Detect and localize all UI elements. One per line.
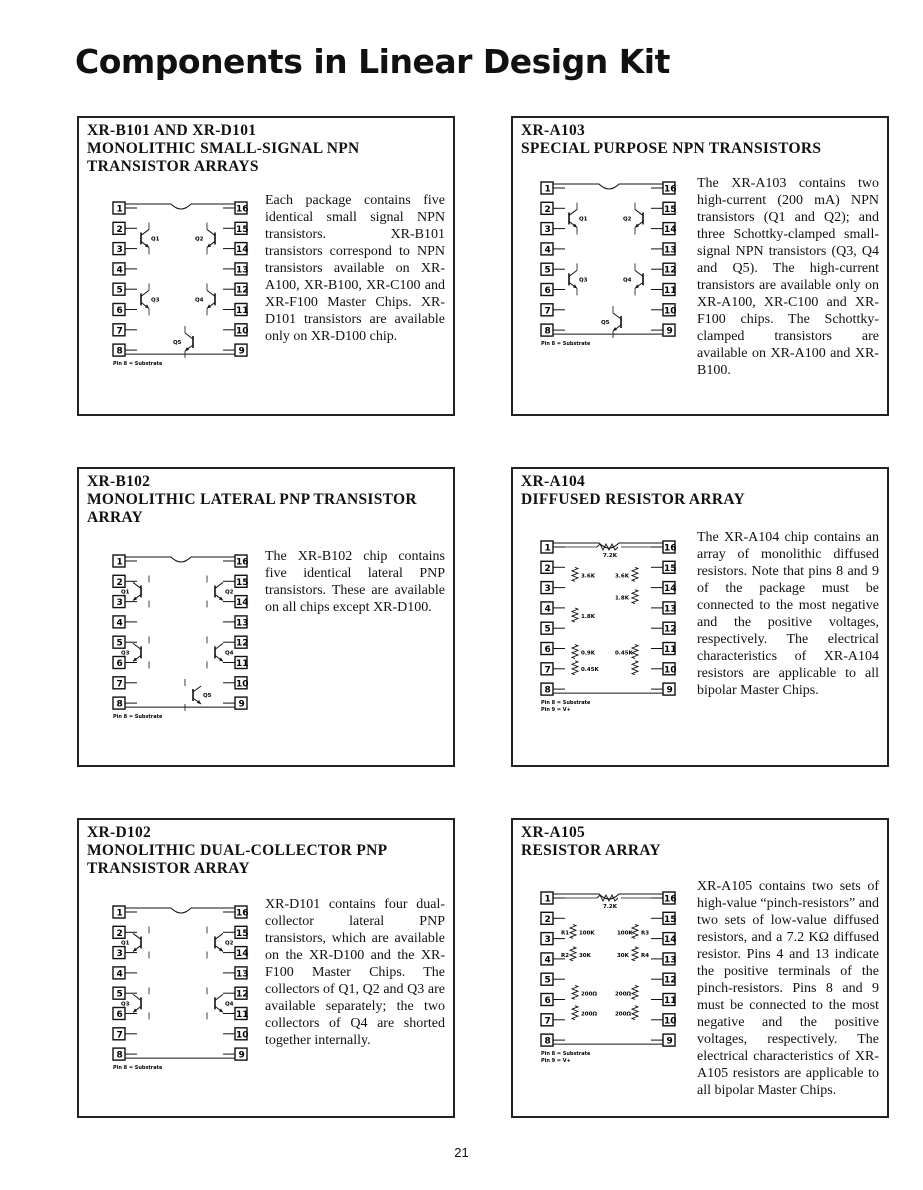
pin-number: 4 (116, 265, 123, 276)
pin-number: 13 (663, 955, 677, 966)
pin-left-3 (541, 223, 565, 235)
diagram-label: 100K (579, 930, 595, 937)
pin-right-10 (651, 304, 677, 316)
ic-package-svg (539, 535, 679, 719)
pin-number: 16 (663, 894, 677, 905)
circuit-elements (121, 575, 234, 711)
pin-number: 16 (235, 908, 249, 919)
diagram-label: 7.2K (603, 552, 617, 559)
pin-number: 7 (116, 326, 123, 337)
circuit-elements (565, 544, 651, 675)
pin-number: 15 (663, 914, 677, 925)
pin-right-15 (223, 222, 249, 234)
pin-number: 8 (116, 1050, 123, 1061)
pin-number: 5 (116, 285, 123, 296)
diagram-label: Q1 (151, 236, 160, 243)
heading-line: RESISTOR ARRAY (521, 842, 661, 859)
pin-right-11 (651, 993, 677, 1005)
diagram-label: R4 (640, 952, 650, 959)
pin-number: 3 (116, 949, 123, 960)
diagram-label: Q2 (224, 589, 234, 596)
card-xr-a105 (511, 818, 889, 1118)
pin-number: 3 (544, 935, 551, 946)
pin-number: 12 (663, 975, 677, 986)
pin-left-4 (541, 243, 565, 255)
pin-number: 4 (544, 955, 551, 966)
pin-number: 9 (238, 346, 245, 357)
pin-number: 12 (235, 989, 249, 1000)
pin-number: 3 (116, 598, 123, 609)
pin-left-7 (541, 663, 565, 675)
heading-line: DIFFUSED RESISTOR ARRAY (521, 491, 745, 508)
package-outline (553, 184, 663, 334)
pin-number: 9 (666, 326, 673, 337)
pin-number: 1 (544, 894, 551, 905)
diagram-label: 1.8K (581, 613, 595, 620)
pin-number: 14 (663, 225, 677, 236)
pin-right-12 (223, 636, 249, 648)
diagram-label: Q2 (194, 236, 204, 243)
pin-number: 3 (116, 245, 123, 256)
pin-number: 1 (116, 908, 123, 919)
pin-left-3 (113, 596, 137, 608)
diagram-label: 1.8K (614, 595, 629, 602)
card-heading (521, 824, 879, 860)
diagram-note: Pin 8 = Substrate (541, 1051, 591, 1058)
pin-number: 15 (235, 577, 249, 588)
diagram-label: Q1 (579, 216, 588, 223)
pin-number: 3 (544, 225, 551, 236)
pin-right-13 (651, 243, 677, 255)
card-description: XR-D101 contains four dual-collector lateral PNP transistors, which are available on the XR-D100 and the XR-F100 Master Chips. The collectors of Q1, Q2 and Q3 are available separately; the two collectors of Q4 are shorted together internally. (265, 897, 445, 1048)
pin-right-15 (651, 912, 677, 924)
diagram-label: Q4 (622, 277, 632, 284)
pin-left-7 (113, 1028, 137, 1040)
pin-number: 10 (663, 665, 677, 676)
pin-left-6 (113, 656, 137, 668)
pin-number: 1 (116, 557, 123, 568)
diagram-note: Pin 8 = Substrate (541, 700, 591, 707)
diagram-label: R2 (561, 952, 570, 959)
card-xr-b102 (77, 467, 455, 767)
pin-number: 15 (663, 204, 677, 215)
pin-number: 14 (235, 245, 249, 256)
pin-right-15 (223, 926, 249, 938)
pin-number: 14 (235, 598, 249, 609)
pin-number: 10 (663, 1016, 677, 1027)
pin-left-3 (113, 243, 137, 255)
pin-left-7 (113, 324, 137, 336)
pin-left-8 (113, 344, 137, 356)
pin-number: 4 (116, 969, 123, 980)
card-xr-a104 (511, 467, 889, 767)
pin-left-2 (113, 222, 137, 234)
heading-line: XR-D102 (87, 824, 152, 841)
pin-right-9 (651, 1034, 675, 1046)
pinout-diagram (539, 535, 679, 719)
pin-left-3 (113, 947, 137, 959)
package-outline (553, 894, 663, 1044)
diagram-label: R3 (640, 930, 650, 937)
pinout-diagram (111, 549, 251, 726)
card-xr-d102 (77, 818, 455, 1118)
diagram-label: Q2 (622, 216, 632, 223)
pin-left-4 (113, 967, 137, 979)
pin-right-14 (223, 947, 249, 959)
diagram-label: Q3 (121, 650, 130, 657)
pin-left-8 (113, 1048, 137, 1060)
pin-right-14 (223, 596, 249, 608)
package-outline (553, 543, 663, 693)
pin-right-9 (651, 683, 675, 695)
pin-number: 8 (116, 699, 123, 710)
pin-left-5 (541, 263, 565, 275)
diagram-note: Pin 8 = Substrate (113, 714, 163, 721)
card-heading (521, 122, 879, 158)
pin-right-12 (651, 263, 677, 275)
diagram-label: Q3 (151, 297, 160, 304)
pin-right-10 (223, 1028, 249, 1040)
heading-line: MONOLITHIC LATERAL PNP TRANSISTOR (87, 491, 417, 508)
package-outline (125, 204, 235, 354)
circuit-elements (121, 926, 234, 1019)
pin-left-8 (541, 683, 565, 695)
pin-left-6 (541, 642, 565, 654)
pin-number: 8 (544, 1036, 551, 1047)
pin-left-7 (541, 1014, 565, 1026)
pin-number: 7 (116, 679, 123, 690)
pin-left-2 (113, 575, 137, 587)
pin-right-13 (223, 967, 249, 979)
heading-line: XR-A104 (521, 473, 586, 490)
pin-number: 4 (116, 618, 123, 629)
pin-right-10 (223, 677, 249, 689)
card-description: The XR-A104 chip contains an array of monolithic diffused resistors. Note that pins 8 and 9 of the package must be connected to the most negative and the positive voltages, respectively. The electrical characteristics of XR-A104 resistors are applicable to all bipolar Master Chips. (697, 530, 879, 698)
pin-number: 2 (544, 563, 551, 574)
pin-number: 6 (544, 644, 551, 655)
pin-number: 3 (544, 584, 551, 595)
card-description: Each package contains five identical small signal NPN transistors. XR-B101 transistors correspond to NPN transistors available on XR-A100, XR-B100, XR-C100 and XR-F100 Master Chips. XR-D101 transistors are available only on XR-D100 chip. (265, 193, 445, 344)
pin-number: 9 (666, 1036, 673, 1047)
diagram-label: 3.6K (581, 573, 595, 580)
card-heading (521, 473, 879, 509)
pin-number: 1 (544, 543, 551, 554)
card-heading (87, 122, 445, 176)
pin-number: 10 (235, 1030, 249, 1041)
pin-number: 2 (116, 928, 123, 939)
pin-right-9 (223, 1048, 247, 1060)
diagram-label: Q5 (601, 319, 610, 326)
pin-number: 7 (544, 306, 551, 317)
pin-number: 7 (116, 1030, 123, 1041)
pin-number: 12 (663, 624, 677, 635)
circuit-elements (569, 202, 643, 338)
diagram-label: Q2 (224, 940, 234, 947)
pin-number: 15 (235, 928, 249, 939)
pin-number: 11 (663, 995, 677, 1006)
pin-number: 6 (116, 658, 123, 669)
diagram-label: Q3 (579, 277, 588, 284)
pin-right-12 (223, 283, 249, 295)
ic-package-svg (111, 549, 251, 726)
pin-number: 2 (544, 204, 551, 215)
pin-number: 11 (235, 658, 249, 669)
pin-left-7 (113, 677, 137, 689)
pin-number: 16 (663, 543, 677, 554)
pin-number: 16 (663, 184, 677, 195)
card-description: The XR-B102 chip contains five identical lateral PNP transistors. These are available on all chips except XR-D100. (265, 549, 445, 615)
pin-number: 6 (544, 285, 551, 296)
package-outline (125, 557, 235, 707)
pin-right-12 (651, 622, 677, 634)
pin-number: 11 (663, 644, 677, 655)
pin-right-12 (223, 987, 249, 999)
diagram-label: 0.45K (614, 650, 633, 657)
pin-left-6 (113, 1007, 137, 1019)
pin-right-10 (651, 1014, 677, 1026)
diagram-label: Q5 (202, 692, 212, 699)
pin-left-5 (541, 973, 565, 985)
pin-left-8 (541, 324, 565, 336)
ic-package-svg (111, 196, 251, 373)
diagram-label: Q1 (121, 589, 130, 596)
pin-number: 4 (544, 245, 551, 256)
ic-package-svg (111, 900, 251, 1077)
pin-right-10 (223, 324, 249, 336)
pin-number: 9 (238, 1050, 245, 1061)
pin-right-11 (223, 656, 249, 668)
package-outline (125, 908, 235, 1058)
pin-number: 13 (235, 969, 249, 980)
pin-left-2 (541, 561, 565, 573)
pin-left-2 (541, 912, 565, 924)
pin-number: 7 (544, 665, 551, 676)
diagram-note: Pin 9 = V+ (541, 1058, 571, 1065)
pin-number: 13 (663, 604, 677, 615)
pinout-diagram (111, 196, 251, 373)
card-xr-b101 (77, 116, 455, 416)
heading-line: ARRAY (87, 509, 144, 526)
diagram-label: Q4 (224, 1001, 234, 1008)
pin-right-12 (651, 973, 677, 985)
pin-number: 16 (235, 204, 249, 215)
heading-line: TRANSISTOR ARRAY (87, 860, 250, 877)
circuit-elements (561, 895, 651, 1020)
pin-left-8 (541, 1034, 565, 1046)
pin-number: 10 (235, 679, 249, 690)
page-title: Components in Linear Design Kit (75, 42, 670, 81)
pin-left-8 (113, 697, 137, 709)
page-number: 21 (454, 1145, 469, 1160)
diagram-label: R1 (561, 930, 570, 937)
pin-left-4 (541, 602, 565, 614)
pin-number: 8 (544, 326, 551, 337)
pin-left-4 (113, 616, 137, 628)
pin-number: 13 (663, 245, 677, 256)
pin-left-3 (541, 582, 565, 594)
diagram-label: 200Ω (614, 1011, 632, 1018)
pin-right-9 (223, 697, 247, 709)
pinout-diagram (539, 886, 679, 1070)
heading-line: MONOLITHIC SMALL-SIGNAL NPN (87, 140, 360, 157)
diagram-note: Pin 8 = Substrate (113, 1065, 163, 1072)
diagram-label: Q5 (173, 339, 182, 346)
pin-number: 16 (235, 557, 249, 568)
pin-left-6 (113, 303, 137, 315)
card-description: The XR-A103 contains two high-current (200 mA) NPN transistors (Q1 and Q2); and three Schottky-clamped small-signal NPN transistors (Q3, Q4 and Q5). The high-current transistors are available only on XR-A100, XR-C100 and XR-F100 chips. The Schottky-clamped transistors are available on XR-A100 and XR-B100. (697, 176, 879, 378)
pin-right-13 (651, 953, 677, 965)
pin-number: 12 (663, 265, 677, 276)
card-heading (87, 473, 445, 527)
pin-right-15 (651, 561, 677, 573)
diagram-label: 200Ω (614, 991, 632, 998)
pin-right-13 (223, 616, 249, 628)
diagram-label: 30K (579, 952, 591, 959)
diagram-label: 3.6K (614, 573, 629, 580)
pin-number: 5 (116, 638, 123, 649)
pin-left-5 (113, 283, 137, 295)
ic-package-svg (539, 886, 679, 1070)
pin-right-11 (223, 303, 249, 315)
pin-right-11 (651, 283, 677, 295)
pin-number: 2 (116, 224, 123, 235)
pin-number: 5 (544, 265, 551, 276)
diagram-label: 200Ω (581, 991, 598, 998)
pin-number: 2 (116, 577, 123, 588)
diagram-label: 0.45K (581, 666, 599, 673)
pin-right-14 (651, 582, 677, 594)
pinout-diagram (539, 176, 679, 353)
pin-number: 11 (663, 285, 677, 296)
pinout-diagram (111, 900, 251, 1077)
pin-number: 5 (116, 989, 123, 1000)
heading-line: SPECIAL PURPOSE NPN TRANSISTORS (521, 140, 822, 157)
pin-number: 10 (663, 306, 677, 317)
heading-line: XR-A103 (521, 122, 586, 139)
diagram-note: Pin 8 = Substrate (113, 361, 163, 368)
pin-number: 6 (116, 1009, 123, 1020)
pin-number: 11 (235, 305, 249, 316)
pin-number: 8 (116, 346, 123, 357)
pin-number: 12 (235, 638, 249, 649)
pin-number: 15 (663, 563, 677, 574)
pin-left-4 (113, 263, 137, 275)
pin-number: 14 (663, 935, 677, 946)
pin-right-9 (651, 324, 675, 336)
heading-line: XR-A105 (521, 824, 586, 841)
diagram-label: 7.2K (603, 903, 617, 910)
pin-left-5 (113, 636, 137, 648)
diagram-note: Pin 8 = Substrate (541, 341, 591, 348)
pin-left-6 (541, 993, 565, 1005)
pin-number: 7 (544, 1016, 551, 1027)
pin-number: 11 (235, 1009, 249, 1020)
pin-right-14 (651, 933, 677, 945)
pin-right-13 (223, 263, 249, 275)
pin-right-14 (651, 223, 677, 235)
pin-left-5 (541, 622, 565, 634)
pin-number: 10 (235, 326, 249, 337)
heading-line: XR-B102 (87, 473, 151, 490)
diagram-label: 100K (616, 930, 633, 937)
circuit-elements (141, 222, 215, 358)
pin-right-11 (223, 1007, 249, 1019)
pin-number: 4 (544, 604, 551, 615)
diagram-label: 200Ω (581, 1011, 598, 1018)
pin-number: 5 (544, 975, 551, 986)
pin-number: 9 (238, 699, 245, 710)
heading-line: TRANSISTOR ARRAYS (87, 158, 259, 175)
pin-number: 14 (235, 949, 249, 960)
pin-number: 15 (235, 224, 249, 235)
card-heading (87, 824, 445, 878)
pin-number: 6 (116, 305, 123, 316)
diagram-note: Pin 9 = V+ (541, 707, 571, 714)
pin-number: 1 (116, 204, 123, 215)
pin-left-6 (541, 283, 565, 295)
pin-right-15 (651, 202, 677, 214)
diagram-label: Q4 (224, 650, 234, 657)
pin-number: 13 (235, 265, 249, 276)
pin-number: 13 (235, 618, 249, 629)
pin-right-13 (651, 602, 677, 614)
pin-right-10 (651, 663, 677, 675)
pin-number: 1 (544, 184, 551, 195)
pin-number: 5 (544, 624, 551, 635)
pin-number: 14 (663, 584, 677, 595)
pin-right-9 (223, 344, 247, 356)
diagram-label: Q3 (121, 1001, 130, 1008)
diagram-label: 30K (616, 952, 629, 959)
pin-right-14 (223, 243, 249, 255)
pin-right-15 (223, 575, 249, 587)
pin-number: 12 (235, 285, 249, 296)
card-description: XR-A105 contains two sets of high-value “pinch-resistors” and two sets of low-value diffused resistors, and a 7.2 KΩ diffused resistor. Pins 4 and 13 indicate the positive terminals of the pinch-resistors. Pins 8 and 9 must be connected to the most negative and the positive voltages, respectively. The electrical characteristics of XR-A105 resistors are applicable to all bipolar Master Chips. (697, 879, 879, 1098)
pin-number: 9 (666, 685, 673, 696)
heading-line: XR-B101 AND XR-D101 (87, 122, 257, 139)
pin-right-11 (651, 642, 677, 654)
pin-number: 6 (544, 995, 551, 1006)
pin-left-7 (541, 304, 565, 316)
pin-left-2 (113, 926, 137, 938)
heading-line: MONOLITHIC DUAL-COLLECTOR PNP (87, 842, 388, 859)
diagram-label: Q1 (121, 940, 130, 947)
ic-package-svg (539, 176, 679, 353)
card-xr-a103 (511, 116, 889, 416)
pin-number: 8 (544, 685, 551, 696)
pin-number: 2 (544, 914, 551, 925)
diagram-label: Q4 (194, 297, 204, 304)
diagram-label: 0.9K (581, 650, 595, 657)
pin-left-5 (113, 987, 137, 999)
pin-left-2 (541, 202, 565, 214)
